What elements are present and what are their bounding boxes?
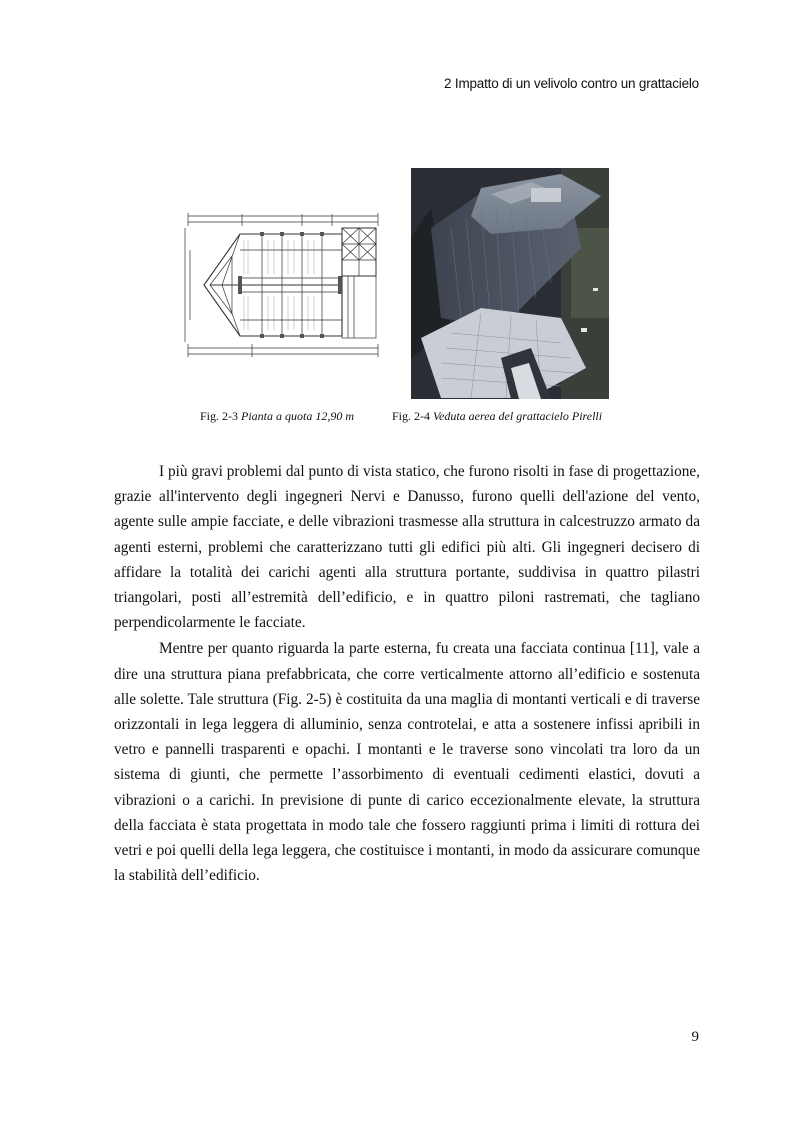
- caption-number: Fig. 2-3: [200, 409, 239, 423]
- aerial-photo: [411, 168, 609, 399]
- paragraph: Mentre per quanto riguarda la parte esterna, fu creata una facciata continua [11], vale a dire una struttura piana prefabbricata, che corre verticalmente attorno all’edificio e sostenuta alle solette. Tale struttura (Fig. 2-5) è costituita da una maglia di montanti verticali e di traverse orizzontali in lega leggera di alluminio, senza controtelai, e atta a sostenere infissi apribili in vetro e pannelli trasparenti e opachi. I montanti e le traverse sono vincolati tra loro da un sistema di giunti, che permette l’assorbimento di eventuali cedimenti elastici, dovuti a vibrazioni o a carichi. In previsione di punte di carico eccezionalmente elevate, la struttura della facciata è stata progettata in modo tale che fossero raggiunti prima i limiti di rottura dei vetri e poi quelli della lega leggera, che costituisce i montanti, in modo da assicurare comunque la stabilità dell’edificio.: [114, 640, 700, 885]
- floor-plan-drawing: [182, 210, 380, 360]
- page-number: 9: [691, 1029, 699, 1045]
- caption-title: Veduta aerea del grattacielo Pirelli: [433, 409, 603, 423]
- body-text: [114, 459, 700, 889]
- running-header: 2 Impatto di un velivolo contro un grattacielo: [444, 76, 699, 91]
- caption-title: Pianta a quota 12,90 m: [241, 409, 355, 423]
- paragraph: I più gravi problemi dal punto di vista statico, che furono risolti in fase di progettazione, grazie all'intervento degli ingegneri Nervi e Danusso, furono quelli dell'azione del vento, agente sulle ampie facciate, e delle vibrazioni trasmesse alla struttura in calcestruzzo armato da agenti esterni, problemi che caratterizzano tutti gli edifici più alti. Gli ingegneri decisero di affidare la totalità dei carichi agenti alla struttura portante, suddivisa in quattro pilastri triangolari, posti all’estremità dell’edificio, e in quattro piloni rastremati, che tagliano perpendicolarmente le facciate.: [114, 463, 700, 632]
- caption-fig-2-3: [200, 409, 354, 424]
- caption-number: Fig. 2-4: [392, 409, 431, 423]
- caption-fig-2-4: [392, 409, 602, 424]
